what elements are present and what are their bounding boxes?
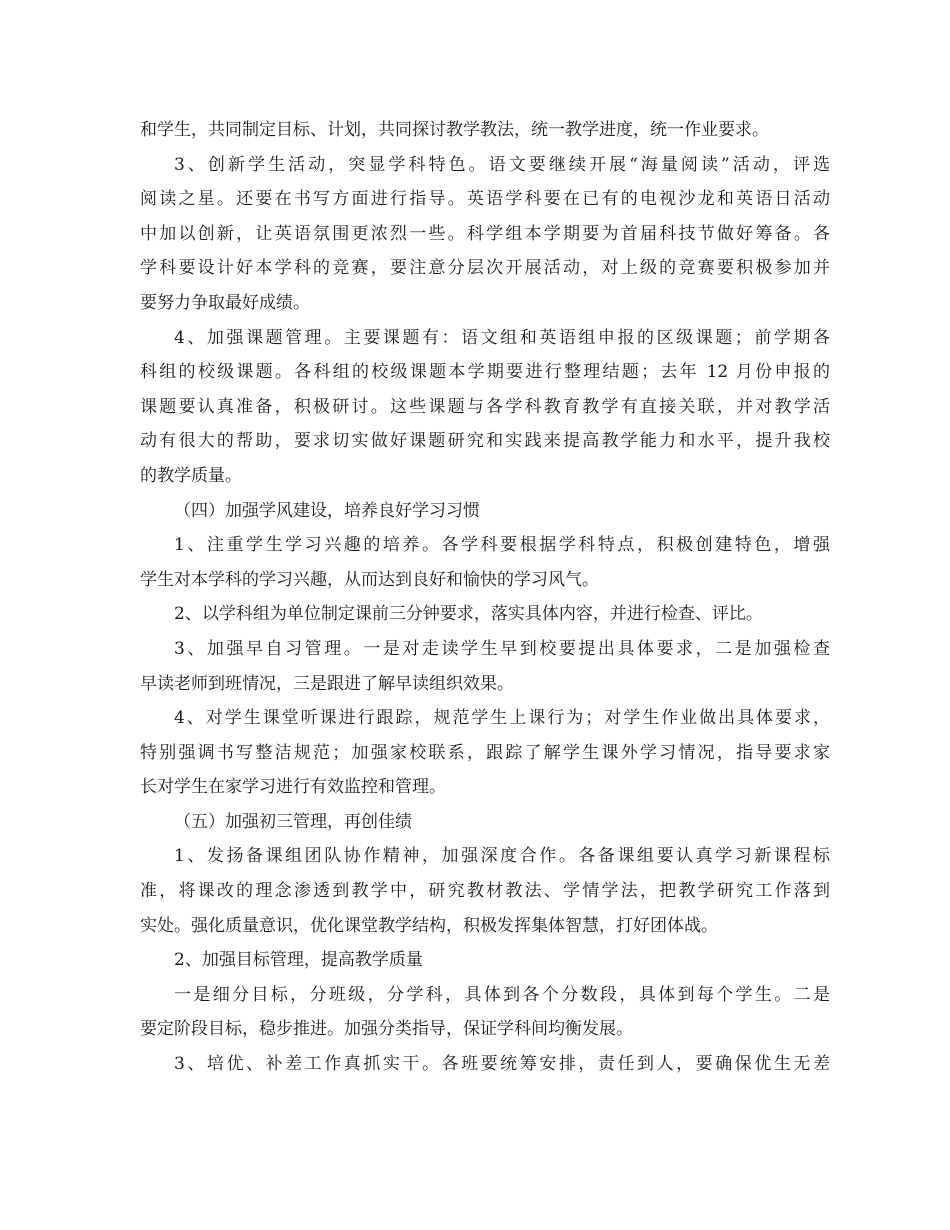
text-line: 1、注重学生学习兴趣的培养。各学科要根据学科特点，积极创建特色，增强	[174, 535, 830, 556]
text-line: （四）加强学风建设，培养良好学习习惯	[174, 500, 480, 521]
text-line: 准，将课改的理念渗透到教学中，研究教材教法、学情学法，把教学研究工作落到	[140, 881, 830, 902]
text-line: 3、加强早自习管理。一是对走读学生早到校要提出具体要求，二是加强检查	[174, 638, 830, 659]
text-line: 动有很大的帮助，要求切实做好课题研究和实践来提高教学能力和水平，提升我校	[140, 431, 830, 452]
text-line: 课题要认真准备，积极研讨。这些课题与各学科教育教学有直接关联，并对教学活	[140, 396, 830, 417]
text-line: 长对学生在家学习进行有效监控和管理。	[140, 777, 446, 798]
text-line: 学生对本学科的学习兴趣，从而达到良好和愉快的学习风气。	[140, 569, 599, 590]
text-line: 2、加强目标管理，提高教学质量	[174, 950, 423, 971]
text-line: 一是细分目标，分班级，分学科，具体到各个分数段，具体到每个学生。二是	[174, 984, 830, 1005]
text-line: 中加以创新，让英语氛围更浓烈一些。科学组本学期要为首届科技节做好筹备。各	[140, 223, 830, 244]
text-line: 3、创新学生活动，突显学科特色。语文要继续开展“海量阅读”活动，评选	[174, 154, 830, 175]
text-line: 3、培优、补差工作真抓实干。各班要统筹安排，责任到人，要确保优生无差	[174, 1054, 830, 1075]
text-line: 1、发扬备课组团队协作精神，加强深度合作。各备课组要认真学习新课程标	[174, 846, 830, 867]
text-line: 2、以学科组为单位制定课前三分钟要求，落实具体内容，并进行检查、评比。	[174, 604, 763, 625]
text-line: 要努力争取最好成绩。	[140, 292, 310, 313]
text-line: （五）加强初三管理，再创佳绩	[174, 811, 412, 832]
text-line: 阅读之星。还要在书写方面进行指导。英语学科要在已有的电视沙龙和英语日活动	[140, 189, 830, 210]
text-line: 4、对学生课堂听课进行跟踪，规范学生上课行为；对学生作业做出具体要求，	[174, 708, 830, 729]
text-line: 的教学质量。	[140, 465, 242, 486]
text-line: 4、加强课题管理。主要课题有：语文组和英语组申报的区级课题；前学期各	[174, 327, 830, 348]
text-line: 科组的校级课题。各科组的校级课题本学期要进行整理结题；去年 12 月份申报的	[140, 362, 830, 383]
text-line: 实处。强化质量意识，优化课堂教学结构，积极发挥集体智慧，打好团体战。	[140, 915, 718, 936]
document-body	[140, 113, 830, 1082]
text-line: 早读老师到班情况，三是跟进了解早读组织效果。	[140, 673, 514, 694]
text-line: 特别强调书写整洁规范；加强家校联系，跟踪了解学生课外学习情况，指导要求家	[140, 742, 830, 763]
text-line: 学科要设计好本学科的竞赛，要注意分层次开展活动，对上级的竞赛要积极参加并	[140, 258, 830, 279]
text-line: 要定阶段目标，稳步推进。加强分类指导，保证学科间均衡发展。	[140, 1019, 633, 1040]
text-line: 和学生，共同制定目标、计划，共同探讨教学教法，统一教学进度，统一作业要求。	[140, 120, 769, 140]
